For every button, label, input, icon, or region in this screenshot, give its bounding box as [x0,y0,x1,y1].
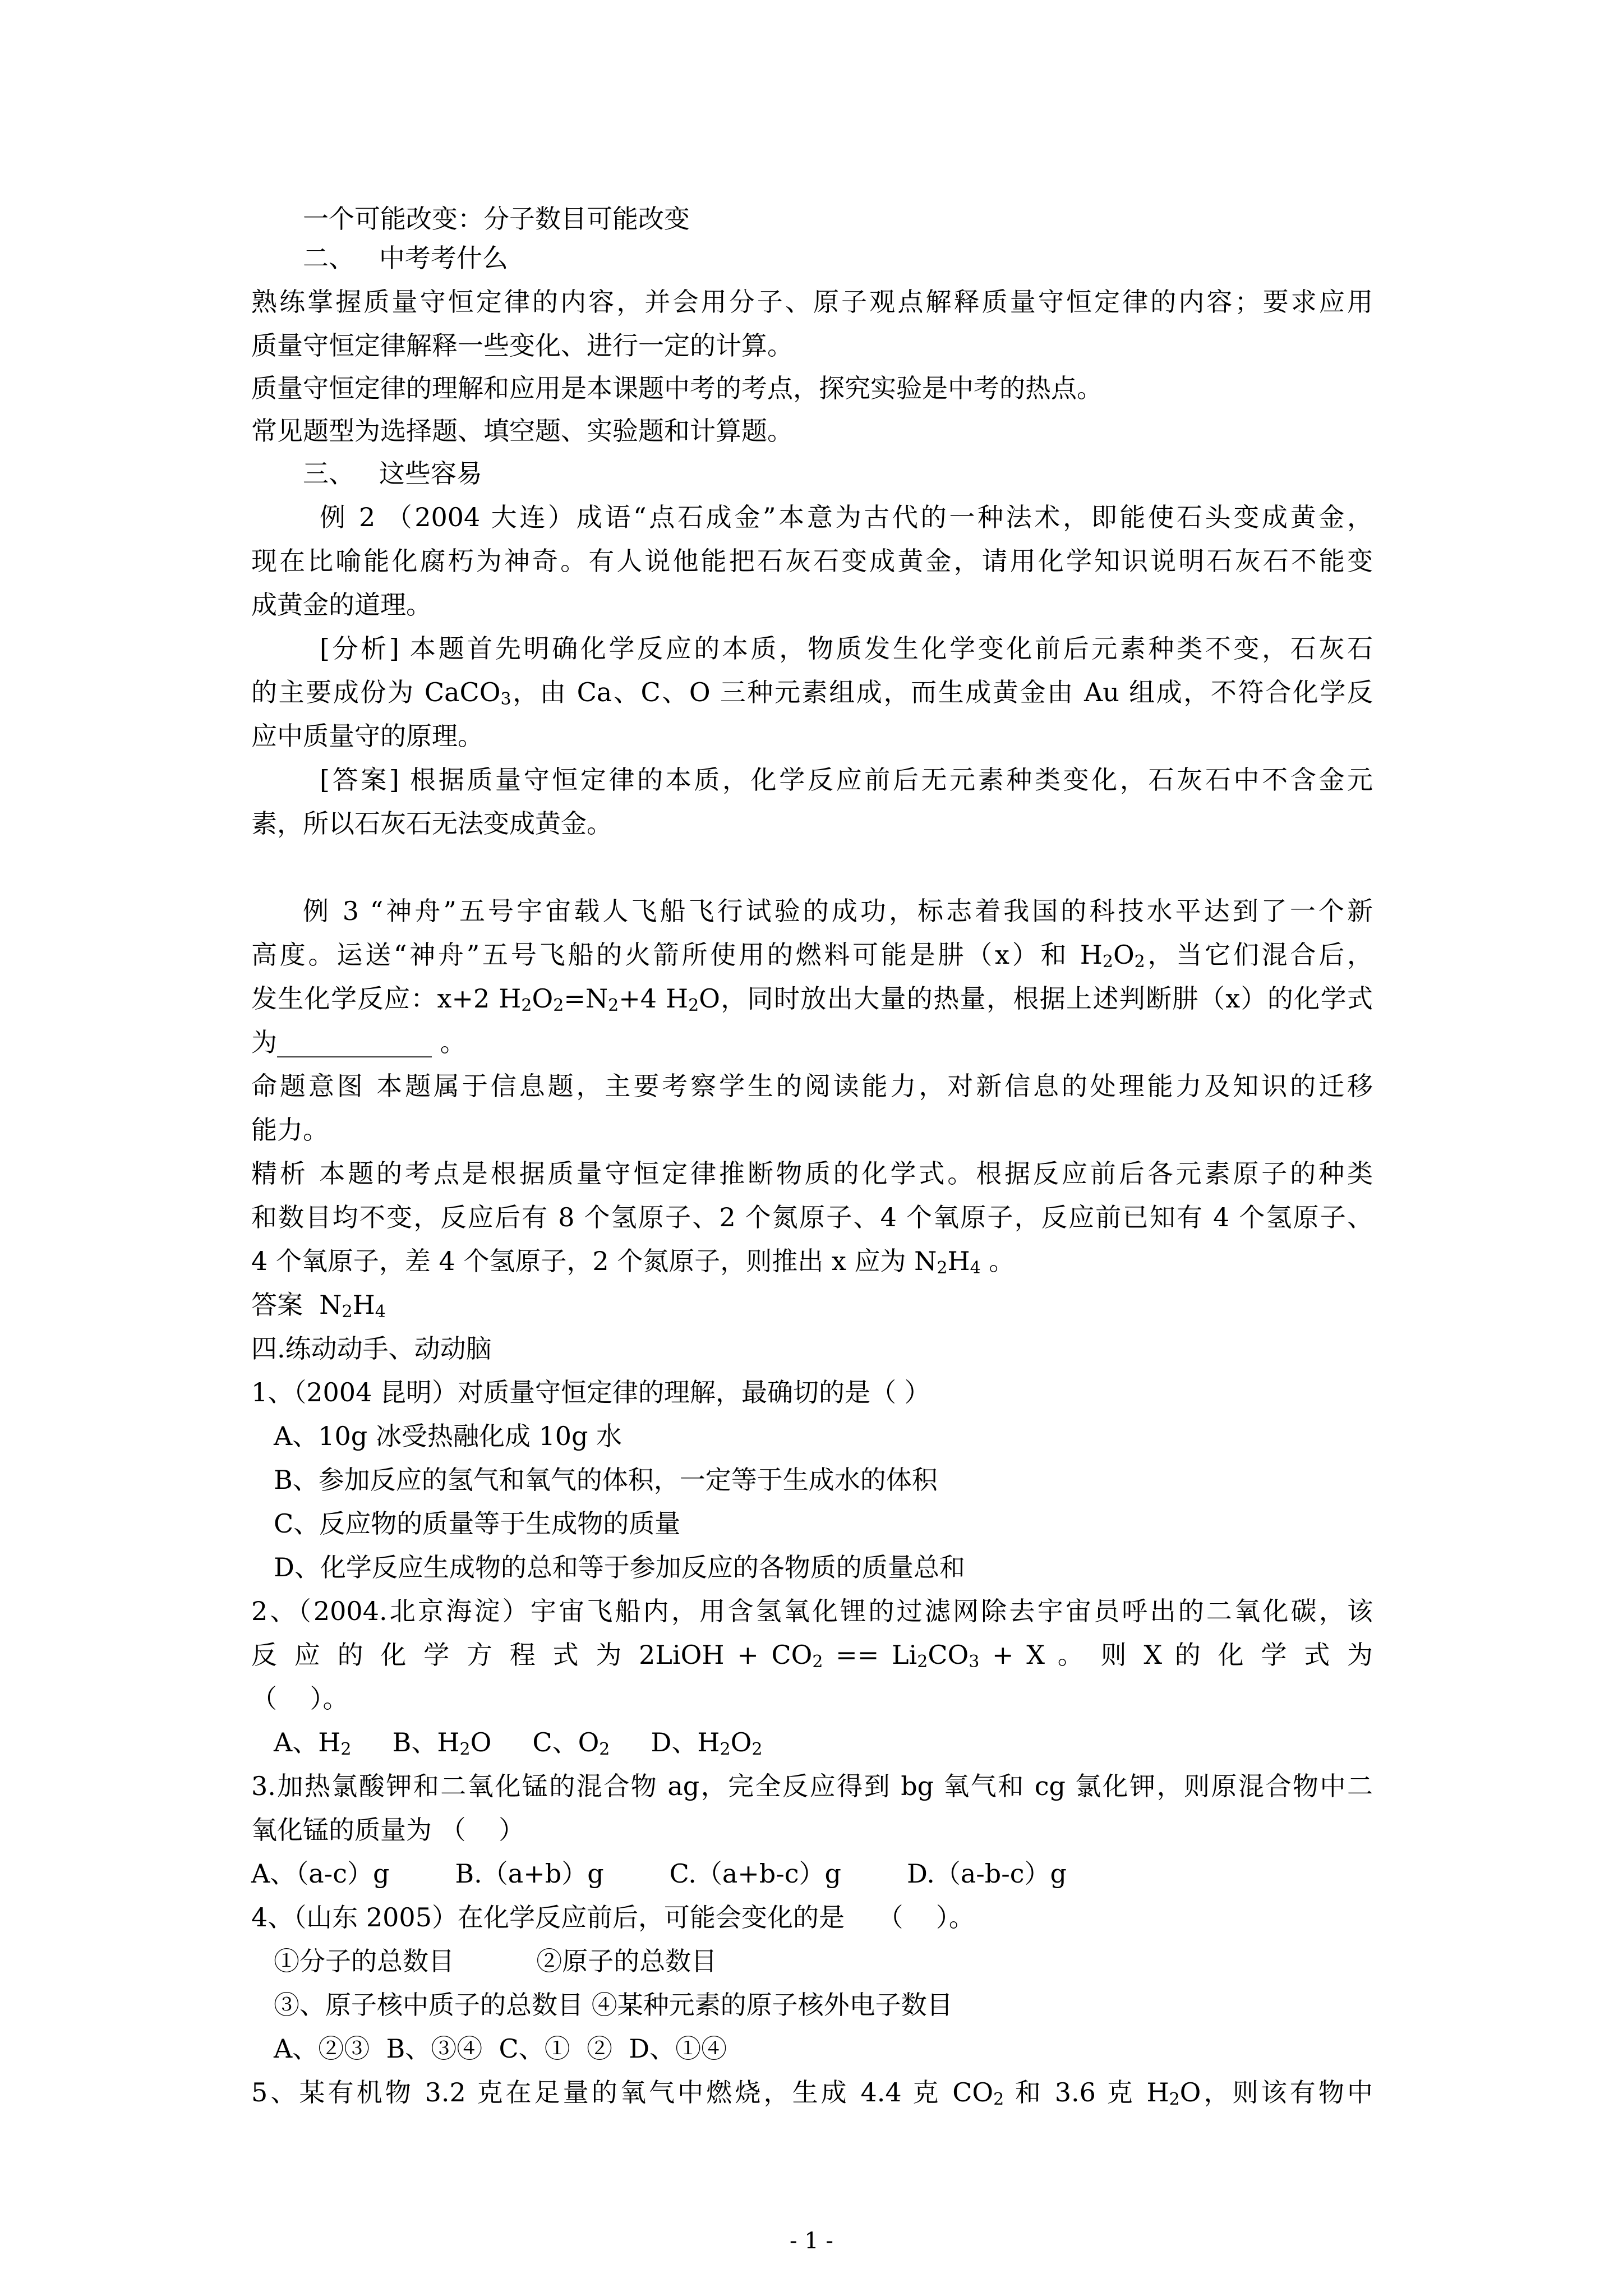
subscript: 2 [993,2090,1004,2109]
subscript: 2 [720,1740,731,1759]
option-line: B、参加反应的氢气和氧气的体积，一定等于生成水的体积 [274,1465,938,1495]
text-line: 发生化学反应：x+2 $H_2O_2=N_2+4$ $H_2O$，同时放出大量的热量，根据上述判断肼（x）的化学式 [251,983,1373,1015]
text-line: （ ）。 [251,1683,349,1714]
option-line: D、化学反应生成物的总和等于参加反应的各物质的质量总和 [274,1552,965,1582]
question-5: 5、某有机物 3.2 克在足量的氧气中燃烧，生成 4.4 克 $CO_2$ 和 3.6 克 $H_2O$，则该有物中 [251,2077,1373,2109]
text-line: 质量守恒定律的理解和应用是本课题中考的考点，探究实验是中考的热点。 [251,373,1103,403]
text-line: 命题意图 本题属于信息题，主要考察学生的阅读能力，对新信息的处理能力及知识的迁移 [251,1071,1373,1101]
subscript: 2 [521,996,532,1015]
subscript: 2 [340,1740,352,1759]
text-line: 反 应 的 化 学 方 程 式 为 2LiOH + $CO_2 == Li_2CO_3 + X$ 。 则 X 的 化 学 式 为 [251,1640,1373,1672]
text-line: 精析 本题的考点是根据质量守恒定律推断物质的化学式。根据反应前后各元素原子的种类 [251,1158,1373,1189]
subscript: 2 [459,1740,471,1759]
subscript: 2 [342,1302,353,1322]
subscript: 2 [608,996,619,1015]
text-line: 素，所以石灰石无法变成黄金。 [251,808,612,839]
subscript: 4 [970,1258,981,1278]
text-line: 现在比喻能化腐朽为神奇。有人说他能把石灰石变成黄金，请用化学知识说明石灰石不能变 [251,546,1373,576]
subscript: 2 [812,1652,823,1672]
subscript: 2 [937,1258,948,1278]
text-line: 能力。 [251,1115,329,1145]
subscript: 2 [1102,952,1113,972]
text-line: [答案] 根据质量守恒定律的本质，化学反应前后无元素种类变化，石灰石中不含金元 [320,765,1373,795]
text-line: 应中质量守的原理。 [251,721,483,751]
question-2: 2、（2004.北京海淀）宇宙飞船内，用含氢氧化锂的过滤网除去宇宙员呼出的二氧化碳，该 [251,1596,1373,1626]
text-line: 例 3 “神舟”五号宇宙载人飞船飞行试验的成功，标志着我国的科技水平达到了一个新 [303,896,1373,926]
text-line: 的主要成份为 CaCO$_3$，由 Ca、C、O 三种元素组成，而生成黄金由 Au 组成，不符合化学反 [251,677,1373,709]
option-line: ①分子的总数目 ②原子的总数目 [274,1946,717,1976]
question-1: 1、（2004 昆明）对质量守恒定律的理解，最确切的是（ ） [251,1377,930,1407]
page-number: - 1 - [790,2228,833,2254]
text-line: [分析] 本题首先明确化学反应的本质，物质发生化学变化前后元素种类不变，石灰石 [320,633,1373,664]
text-line: 成黄金的道理。 [251,590,432,620]
subscript: 4 [375,1302,386,1322]
text-line: 例 2 （2004 大连）成语“点石成金”本意为古代的一种法术，即能使石头变成黄金， [320,502,1373,532]
subscript: 2 [751,1740,763,1759]
text-line: 高度。运送“神舟”五号飞船的火箭所使用的燃料可能是肼（x）和 $H_2O_2$，当它们混合后， [251,940,1373,972]
text-line: 氧化锰的质量为 （ ） [251,1815,525,1845]
text-line: 4 个氧原子，差 4 个氢原子，2 个氮原子，则推出 x 应为 $N_2H_4$ 。 [251,1246,1015,1278]
subscript: 3 [969,1652,980,1672]
section-heading: 二、 中考考什么 [303,243,508,273]
text-line: 一个可能改变：分子数目可能改变 [303,204,690,234]
subscript: 2 [917,1652,928,1672]
subscript: 2 [553,996,564,1015]
option-line: A、$H_2$ B、$H_2O$ C、$O_2$ D、$H_2O_2$ [274,1727,763,1759]
text-line: 常见题型为选择题、填空题、实验题和计算题。 [251,416,793,446]
answer-line: 答案 $N_2H_4$ [251,1290,386,1322]
option-line: ③、原子核中质子的总数目 ④某种元素的原子核外电子数目 [274,1990,953,2020]
section-heading: 四.练动动手、动动脑 [251,1333,492,1364]
option-line: A、10g 冰受热融化成 10g 水 [274,1421,623,1451]
subscript: 2 [599,1740,610,1759]
section-heading: 三、 这些容易 [303,458,482,489]
text-line: 为____________ 。 [251,1027,466,1057]
question-3: 3.加热氯酸钾和二氧化锰的混合物 ag，完全反应得到 bg 氧气和 cg 氯化钾，则原混合物中二 [251,1771,1373,1801]
subscript: 3 [500,689,511,709]
question-4: 4、（山东 2005）在化学反应前后，可能会变化的是 （ ）。 [251,1902,975,1932]
option-line: A、（a-c）g B.（a+b）g C.（a+b-c）g D.（a-b-c）g [251,1858,1067,1889]
subscript: 2 [688,996,699,1015]
text-line: 和数目均不变，反应后有 8 个氢原子、2 个氮原子、4 个氧原子，反应前已知有 4 个氢原子、 [251,1202,1373,1232]
text-line: 熟练掌握质量守恒定律的内容，并会用分子、原子观点解释质量守恒定律的内容；要求应用 [251,287,1373,317]
text-line: 质量守恒定律解释一些变化、进行一定的计算。 [251,330,793,361]
option-line: A、②③ B、③④ C、① ② D、①④ [274,2033,727,2064]
option-line: C、反应物的质量等于生成物的质量 [274,1508,681,1539]
subscript: 2 [1134,952,1145,972]
subscript: 2 [1169,2090,1180,2109]
